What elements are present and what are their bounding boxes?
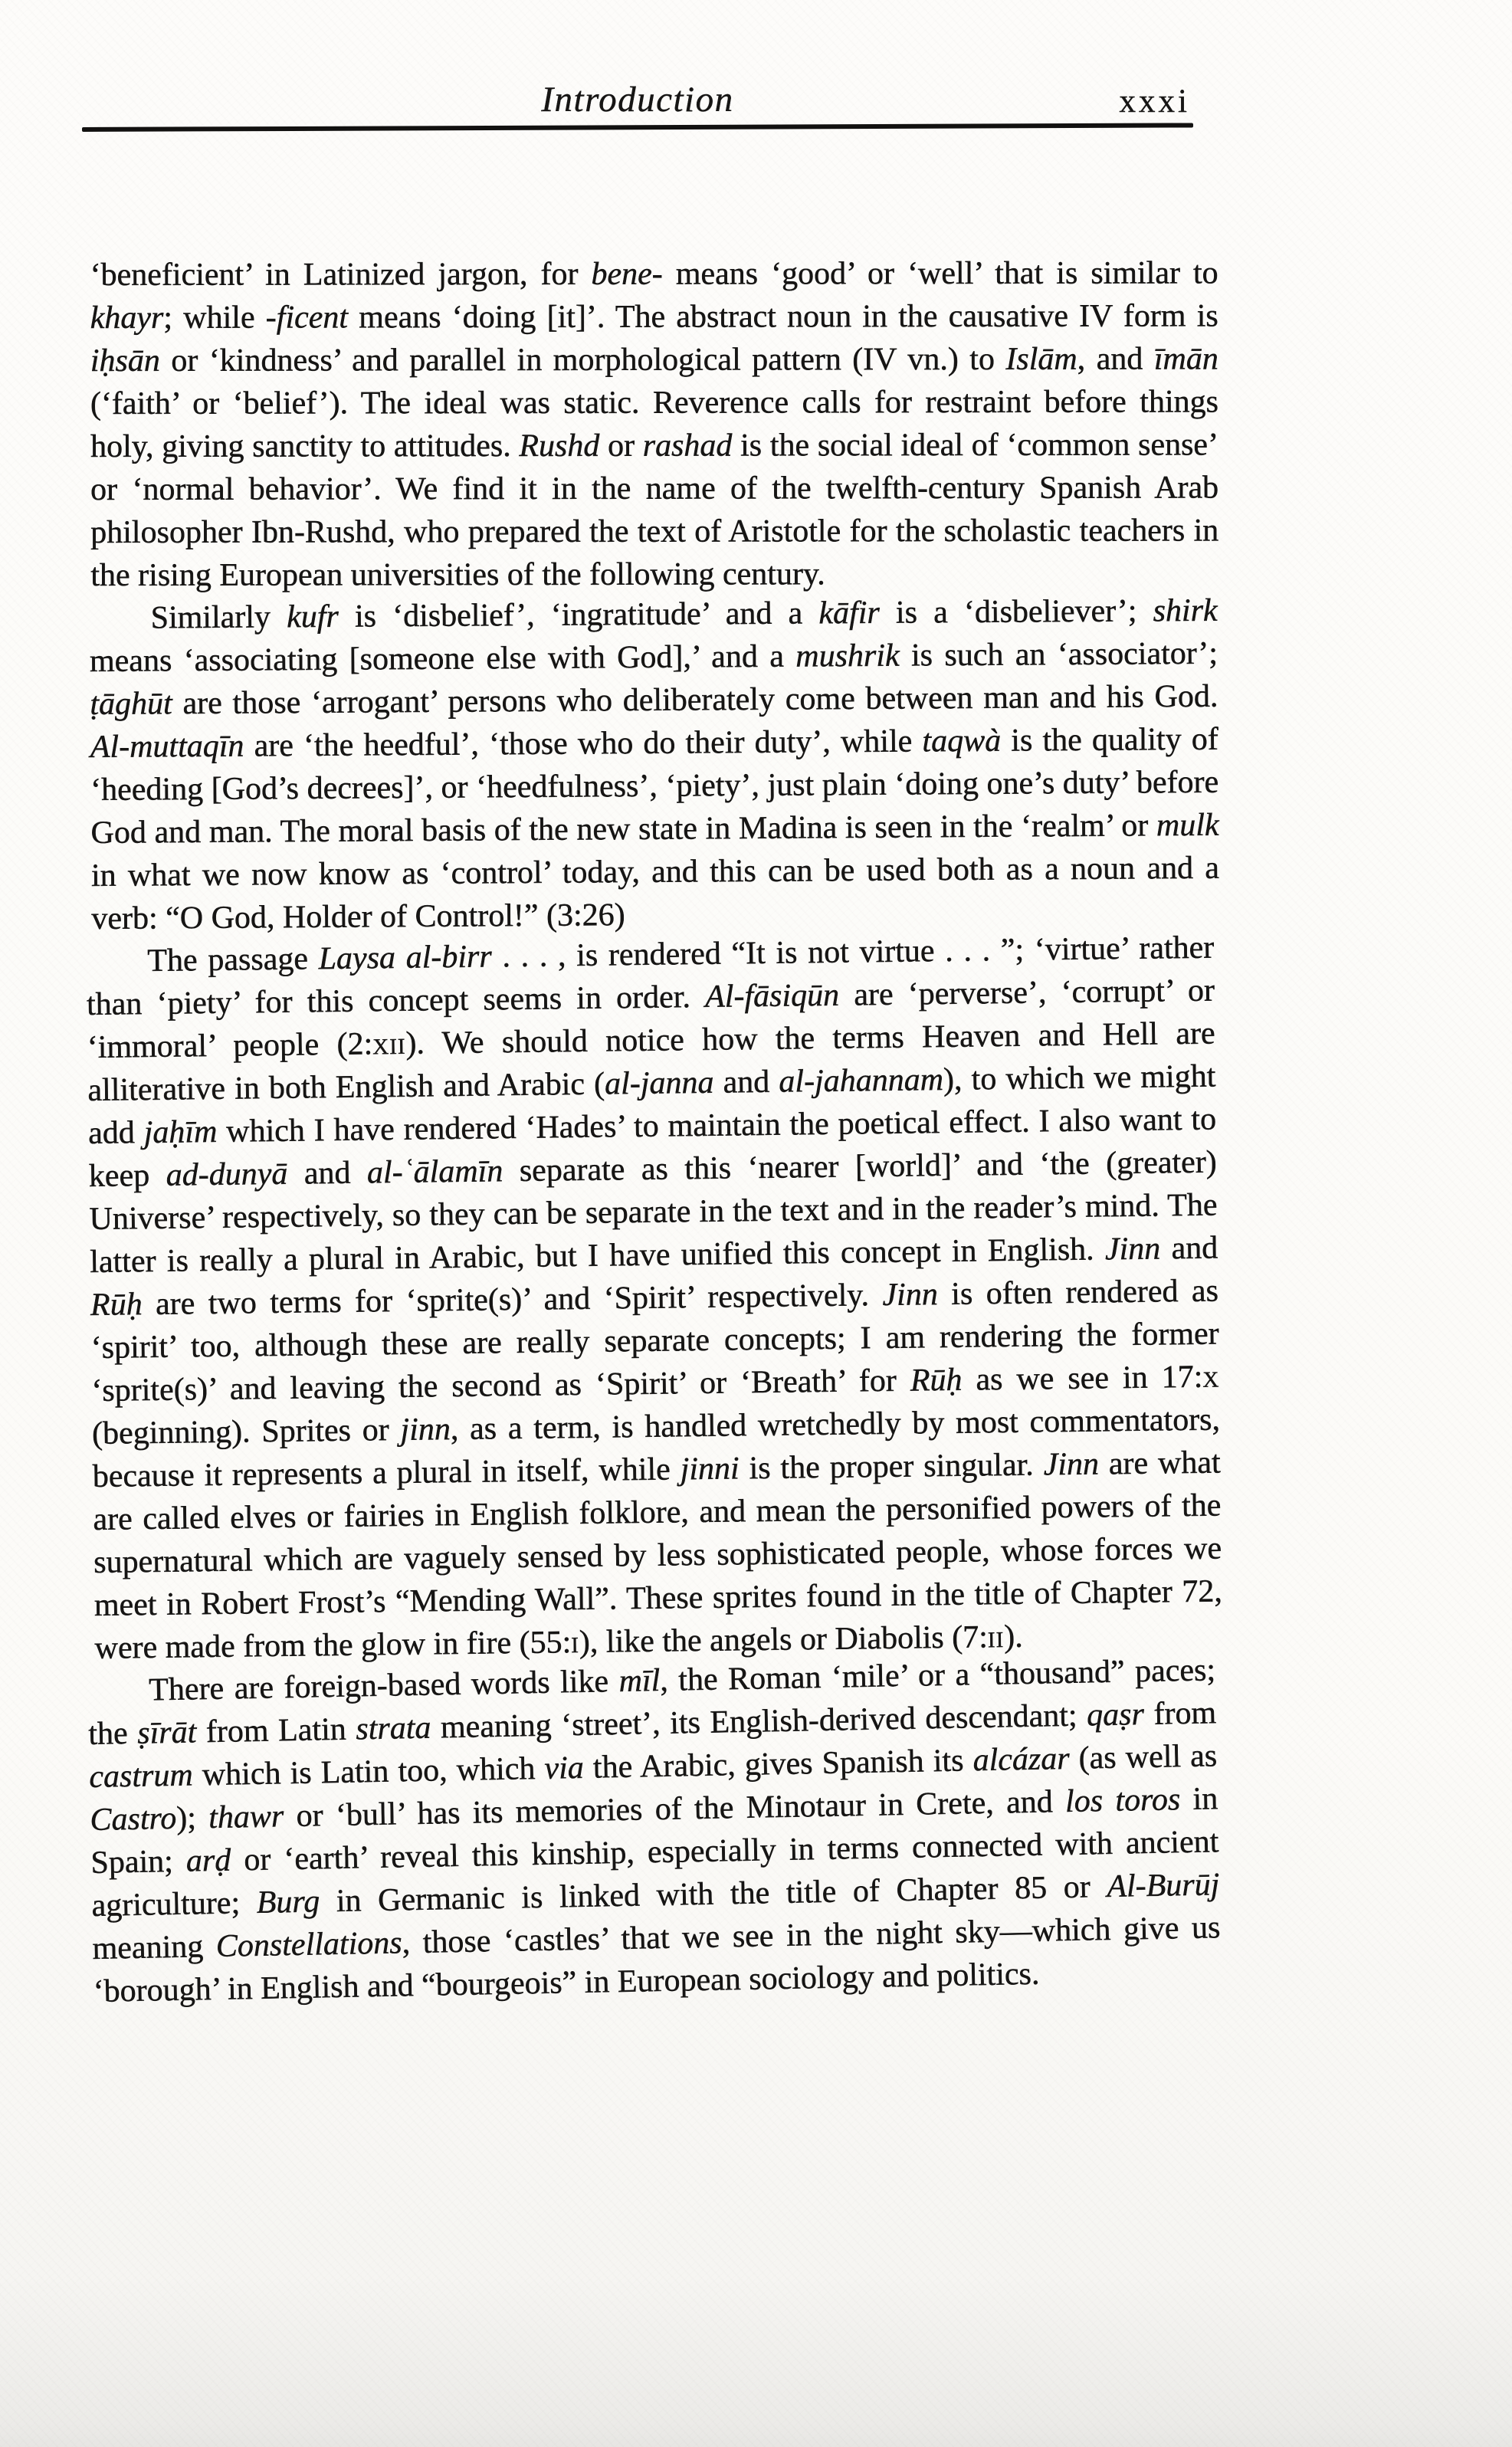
text-run: ). We should notice how the terms Heaven and Hell are alliterative in both English and Arabic ( [87,1015,1215,1109]
text-run: meaning ‘street’, its English-derived descendant; [430,1697,1087,1746]
text-run: , the Roman ‘mile’ or a “thousand” paces; the [87,1652,1216,1753]
smallcaps-numeral: i [570,1625,580,1661]
text-run: (beginning). Sprites or [91,1412,401,1451]
italic-term: Burg [256,1884,320,1921]
italic-term: kufr [286,599,339,635]
text-run: ), like the angels or Diabolis (7: [579,1619,989,1661]
text-run: is the social ideal of ‘common sense’ or ‘normal behavior’. We find it in the name of the twelfth-century Spanish Arab philosopher Ibn-Rushd, who prepared the text of Aristotle for the scholastic teachers in the rising European universities of the following century. [90,427,1219,593]
text-run: and [713,1064,779,1100]
italic-term: mushrik [795,638,900,674]
italic-term: īmān [1153,341,1218,377]
italic-term: al-ʿālamīn [366,1153,503,1191]
italic-term: khayr [90,300,164,336]
text-run: The passage [147,941,319,979]
italic-term: Islām [1005,341,1077,377]
text-run: from Latin [195,1711,356,1750]
text-run: are two terms for ‘sprite(s)’ and ‘Spirit’ respectively. [142,1278,883,1323]
text-run: There are foreign-based words like [148,1663,620,1708]
text-run: is ‘disbelief’, ‘ingratitude’ and a [338,595,819,635]
italic-term: Jinn [1043,1446,1100,1483]
text-run: . . . , is rendered “It is not virtue . . . ”; ‘virtue’ rather than ‘piety’ for this concept seems in order. [86,930,1215,1023]
body-text [86,254,1223,2013]
text-run: (‘faith’ or ‘belief’). The ideal was static. Reverence calls for restraint before things holy, giving sanctity to attitudes. [90,384,1218,464]
italic-term: ad-dunyā [166,1156,288,1193]
italic-term: Rushd [519,428,600,464]
text-run: are what are called elves or fairies in English folklore, and mean the personified powers of the supernatural which are vaguely sensed by less sophisticated people, whose forces we meet in Robert Frost’s “Mending Wall”. These sprites found in the title of Chapter 72, were made from the glow in fire (55: [93,1445,1223,1666]
running-title: Introduction [541,80,734,120]
page-number: xxxi [1119,84,1190,120]
italic-term: los toros [1064,1782,1181,1820]
italic-term: Al-muttaqīn [90,728,244,766]
text-run: is the proper singular. [739,1447,1044,1487]
italic-term: jaḥīm [143,1114,218,1151]
text-run: or ‘bull’ has its memories of the Minotaur in Crete, and [283,1784,1066,1835]
text-run: ). [1003,1619,1023,1655]
italic-term: rashad [642,428,733,464]
text-run: means ‘doing [it]’. The abstract noun in the causative IV form is [348,298,1218,336]
paragraph-3 [86,927,1223,1670]
italic-term: mulk [1156,807,1219,844]
text-run: means ‘good’ or ‘well’ that is similar to [662,255,1218,292]
italic-term: thawr [208,1799,284,1836]
paragraph-1 [90,251,1219,597]
text-run: as we see in 17: [962,1359,1203,1398]
text-run: separate as this ‘nearer [world]’ and ‘the (greater) Universe’ respectively, so they can be separate in the text and in the reader’s mind. The latter is really a plural in Arabic, but I have unified this concept in English. [89,1144,1218,1281]
italic-term: Jinn [882,1277,939,1314]
italic-term: Castro [90,1800,177,1839]
italic-term: Rūḥ [90,1287,143,1323]
text-run: are ‘perverse’, ‘corrupt’ or ‘immoral’ people (2: [87,973,1215,1066]
italic-term: shirk [1153,592,1218,629]
text-run: which is Latin too, which [192,1750,545,1793]
text-run: is often rendered as ‘spirit’ too, although these are really separate concepts; I am rendering the former ‘sprite(s)’ and leaving the second as ‘Spirit’ or ‘Breath’ for [90,1273,1219,1409]
text-run: are those ‘arrogant’ persons who deliberately come between man and his God. [172,678,1218,722]
text-run: the Arabic, gives Spanish its [583,1743,974,1786]
text-run: , and [1077,341,1154,377]
italic-term: bene- [591,256,663,292]
text-run: in Spain; [90,1781,1218,1881]
text-run: or [599,428,643,464]
text-run: are ‘the heedful’, ‘those who do their duty’, while [244,723,923,764]
text-run: meaning [92,1928,217,1966]
italic-term: alcázar [972,1740,1070,1779]
italic-term: kāfir [818,595,880,631]
italic-term: jinni [680,1451,740,1488]
smallcaps-numeral: ii [987,1619,1005,1655]
italic-term: Rūḥ [910,1362,963,1399]
italic-term: al-jahannam [779,1061,944,1100]
smallcaps-numeral: xii [372,1025,406,1062]
text-run: from [1143,1695,1217,1733]
italic-term: ṭāghūt [90,686,172,723]
text-run: ; while [163,300,266,336]
text-run: , as a term, is handled wretchedly by most commentators, because it represents a plural in itself, while [92,1402,1221,1494]
italic-term: ṣīrāt [136,1714,197,1751]
header-rule [82,123,1193,132]
italic-term: Al-fāsiqūn [704,977,840,1015]
text-run: or ‘earth’ reveal this kinship, especially in terms connected with ancient agriculture; [91,1824,1219,1924]
smallcaps-numeral: x [1202,1359,1220,1395]
italic-term: mīl [618,1662,661,1699]
italic-term: via [544,1750,585,1786]
text-run: Similarly [150,599,287,636]
page-header [82,80,1193,141]
text-run: means ‘associating [someone else with God],’ and a [89,638,796,680]
text-run: ); [175,1800,209,1836]
text-run: which I have rendered ‘Hades’ to maintain the poetical effect. I also want to keep [88,1101,1217,1195]
italic-term: -ficent [265,300,349,336]
text-run: in what we now know as ‘control’ today, and this can be used both as a noun and a verb: “O God, Holder of Control!” (3:26) [90,850,1220,936]
italic-term: Laysa al-birr [318,939,492,977]
text-run: is a ‘disbeliever’; [879,593,1153,631]
text-run: ‘beneficient’ in Latinized jargon, for [90,256,592,294]
text-run: or ‘kindness’ and parallel in morphological pattern (IV vn.) to [159,341,1006,379]
italic-term: castrum [88,1757,194,1796]
text-run: and [287,1155,368,1192]
text-run: (as well as [1069,1738,1218,1776]
text-run: in Germanic is linked with the title of Chapter 85 or [319,1869,1107,1920]
italic-term: Constellations [215,1925,403,1964]
italic-term: taqwà [922,723,1002,759]
italic-term: al-janna [604,1064,714,1102]
text-run: is such an ‘associator’; [899,635,1218,674]
text-run: is the quality of ‘heeding [God’s decrees]’, or ‘heedfulness’, ‘piety’, just plain ‘doing one’s duty’ before God and man. The moral basis of the new state in Madina is seen in the ‘realm’ or [90,721,1219,851]
paragraph-4 [87,1648,1222,2013]
italic-term: qaṣr [1086,1697,1145,1734]
text-run: ), to which we might add [87,1058,1216,1152]
text-run: and [1159,1230,1218,1267]
text-run: , those ‘castles’ that we see in the night sky—which give us ‘borough’ in English and “bourgeois” in European sociology and politics. [93,1910,1221,2009]
italic-term: Al-Burūj [1106,1867,1220,1905]
italic-term: Jinn [1104,1231,1161,1268]
paragraph-2 [89,589,1219,940]
italic-term: jinn [400,1412,451,1448]
italic-term: arḍ [185,1842,231,1879]
italic-term: strata [355,1710,431,1747]
italic-term: iḥsān [90,343,160,379]
